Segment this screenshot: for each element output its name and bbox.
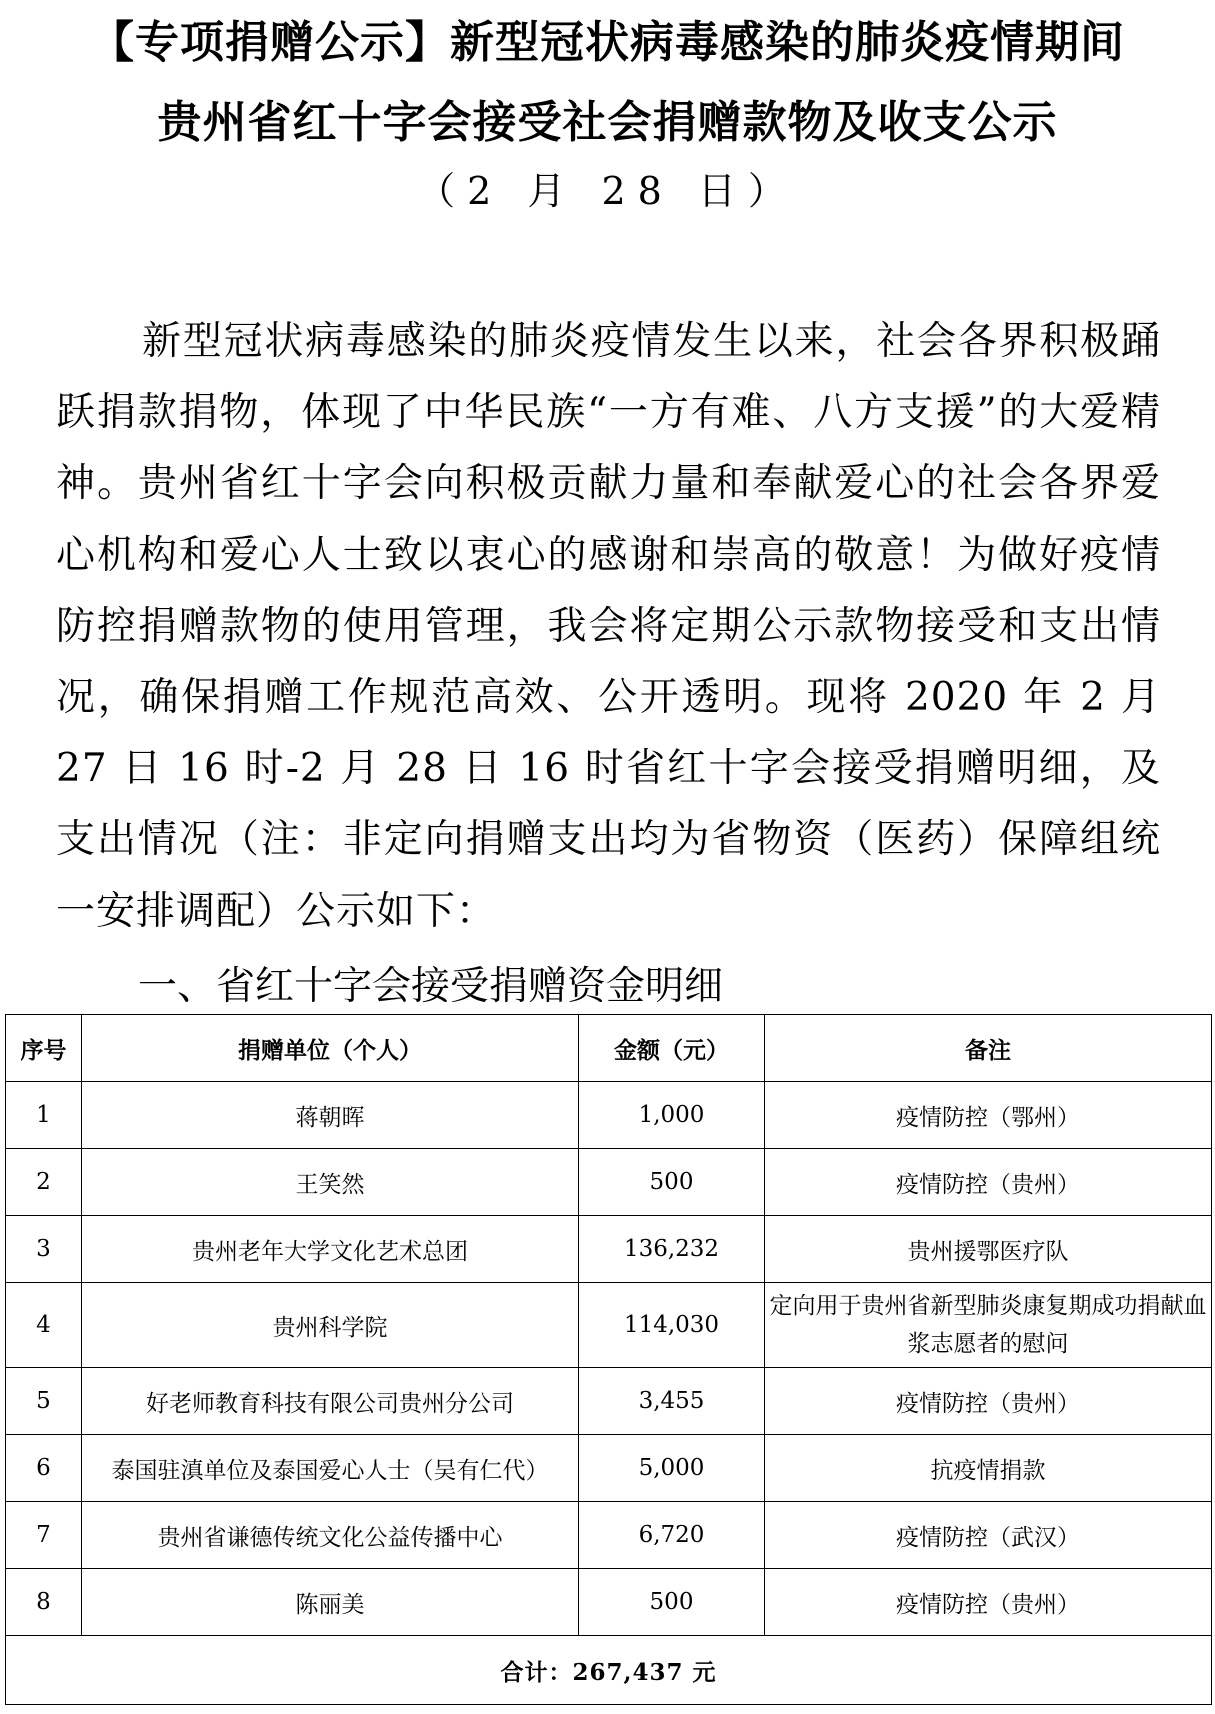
row-donor: 王笑然 [82, 1149, 579, 1216]
row-no: 1 [6, 1082, 82, 1149]
row-note: 疫情防控（贵州） [765, 1368, 1212, 1435]
header-note: 备注 [765, 1015, 1212, 1082]
row-no: 4 [6, 1283, 82, 1368]
header-amount: 金额（元） [579, 1015, 765, 1082]
table-row [6, 1435, 1212, 1502]
title-line-1: 【专项捐赠公示】新型冠状病毒感染的肺炎疫情期间 [90, 17, 1125, 68]
table-row [6, 1149, 1212, 1216]
table-row [6, 1283, 1212, 1368]
row-note: 定向用于贵州省新型肺炎康复期成功捐献血浆志愿者的慰问 [765, 1283, 1212, 1368]
header-no: 序号 [6, 1015, 82, 1082]
table-row [6, 1082, 1212, 1149]
row-no: 3 [6, 1216, 82, 1283]
row-note: 疫情防控（贵州） [765, 1569, 1212, 1636]
row-donor: 贵州科学院 [82, 1283, 579, 1368]
title-line-2: 贵州省红十字会接受社会捐赠款物及收支公示 [157, 97, 1058, 148]
row-note: 疫情防控（贵州） [765, 1149, 1212, 1216]
row-donor: 贵州老年大学文化艺术总团 [82, 1216, 579, 1283]
row-no: 2 [6, 1149, 82, 1216]
row-amount: 6,720 [579, 1502, 765, 1569]
row-amount: 500 [579, 1569, 765, 1636]
row-amount: 114,030 [579, 1283, 765, 1368]
donation-table [5, 1014, 1212, 1705]
table-row [6, 1569, 1212, 1636]
row-donor: 泰国驻滇单位及泰国爱心人士（吴有仁代） [82, 1435, 579, 1502]
intro-paragraph: 新型冠状病毒感染的肺炎疫情发生以来，社会各界积极踊跃捐款捐物，体现了中华民族“一方有难、八方支援”的大爱精神。贵州省红十字会向积极贡献力量和奉献爱心的社会各界爱心机构和爱心人士致以衷心的感谢和崇高的敬意！为做好疫情防控捐赠款物的使用管理，我会将定期公示款物接受和支出情况，确保捐赠工作规范高效、公开透明。现将 2020 年 2 月 27 日 16 时-2 月 28 日 16 时省红十字会接受捐赠明细，及支出情况（注：非定向捐赠支出均为省物资（医药）保障组统一安排调配）公示如下： [56, 319, 1161, 934]
row-note: 疫情防控（武汉） [765, 1502, 1212, 1569]
row-amount: 3,455 [579, 1368, 765, 1435]
table-header-row [6, 1015, 1212, 1082]
row-no: 7 [6, 1502, 82, 1569]
row-amount: 5,000 [579, 1435, 765, 1502]
row-amount: 136,232 [579, 1216, 765, 1283]
row-no: 8 [6, 1569, 82, 1636]
header-donor: 捐赠单位（个人） [82, 1015, 579, 1082]
table-row [6, 1216, 1212, 1283]
section-heading: 一、省红十字会接受捐赠资金明细 [138, 964, 724, 1009]
row-note: 抗疫情捐款 [765, 1435, 1212, 1502]
row-donor: 好老师教育科技有限公司贵州分公司 [82, 1368, 579, 1435]
row-donor: 陈丽美 [82, 1569, 579, 1636]
table-row [6, 1368, 1212, 1435]
row-amount: 500 [579, 1149, 765, 1216]
row-donor: 蒋朝晖 [82, 1082, 579, 1149]
row-donor: 贵州省谦德传统文化公益传播中心 [82, 1502, 579, 1569]
table-row [6, 1502, 1212, 1569]
total-amount: 合计：267,437 元 [6, 1636, 1212, 1705]
row-no: 5 [6, 1368, 82, 1435]
row-note: 疫情防控（鄂州） [765, 1082, 1212, 1149]
row-note: 贵州援鄂医疗队 [765, 1216, 1212, 1283]
table-total-row [6, 1636, 1212, 1705]
row-amount: 1,000 [579, 1082, 765, 1149]
date-line: （2 月 28 日） [417, 169, 798, 213]
row-no: 6 [6, 1435, 82, 1502]
